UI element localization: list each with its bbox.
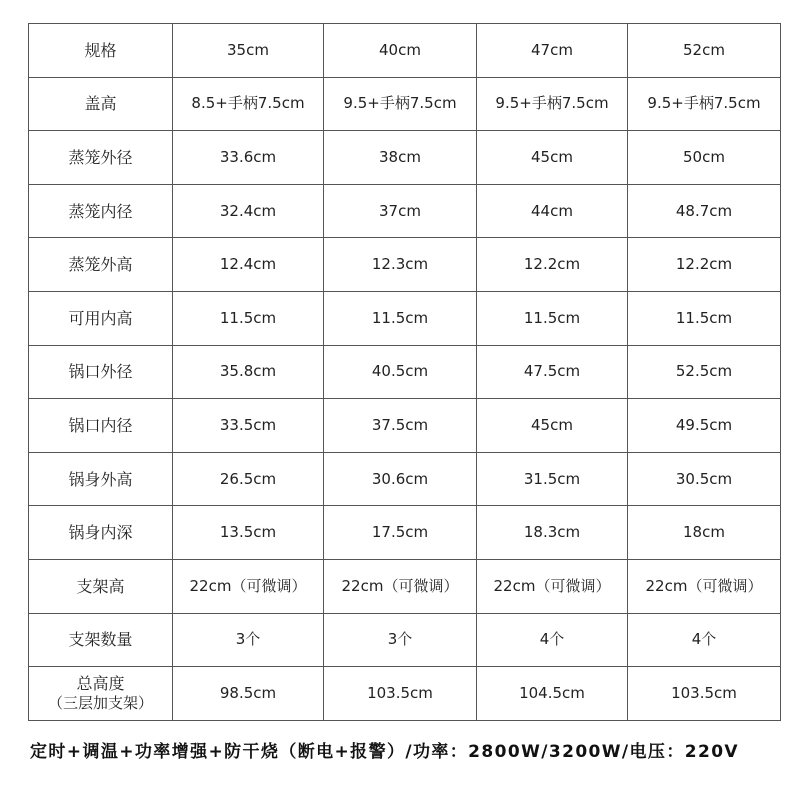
value-cell: 3个 — [324, 613, 477, 667]
row-label-cell: 蒸笼外高 — [29, 238, 173, 292]
value-cell: 30.6cm — [324, 452, 477, 506]
value-cell: 33.6cm — [173, 131, 324, 185]
value-cell: 12.2cm — [477, 238, 628, 292]
value-cell: 13.5cm — [173, 506, 324, 560]
value-cell: 45cm — [477, 399, 628, 453]
row-label-subtitle: （三层加支架） — [47, 693, 153, 712]
value-cell: 17.5cm — [324, 506, 477, 560]
value-cell: 103.5cm — [628, 667, 781, 721]
value-cell: 9.5+手柄7.5cm — [628, 77, 781, 131]
table-row — [29, 291, 781, 345]
row-label-cell: 支架高 — [29, 559, 173, 613]
value-cell: 31.5cm — [477, 452, 628, 506]
value-cell: 37cm — [324, 184, 477, 238]
value-cell: 4个 — [477, 613, 628, 667]
table-row — [29, 559, 781, 613]
value-cell: 9.5+手柄7.5cm — [324, 77, 477, 131]
value-cell: 18.3cm — [477, 506, 628, 560]
row-label-cell: 锅口内径 — [29, 399, 173, 453]
header-label-cell: 规格 — [29, 24, 173, 78]
table-row — [29, 184, 781, 238]
row-label-cell: 锅身内深 — [29, 506, 173, 560]
value-cell: 3个 — [173, 613, 324, 667]
value-cell: 40.5cm — [324, 345, 477, 399]
row-label-cell: 锅身外高 — [29, 452, 173, 506]
table-row — [29, 506, 781, 560]
table-row — [29, 238, 781, 292]
value-cell: 52.5cm — [628, 345, 781, 399]
row-label-cell: 可用内高 — [29, 291, 173, 345]
value-cell: 26.5cm — [173, 452, 324, 506]
value-cell: 48.7cm — [628, 184, 781, 238]
row-label-cell: 蒸笼外径 — [29, 131, 173, 185]
column-header: 47cm — [477, 24, 628, 78]
value-cell: 30.5cm — [628, 452, 781, 506]
value-cell: 22cm（可微调） — [477, 559, 628, 613]
value-cell: 37.5cm — [324, 399, 477, 453]
value-cell: 47.5cm — [477, 345, 628, 399]
value-cell: 12.2cm — [628, 238, 781, 292]
table-row — [29, 452, 781, 506]
value-cell: 22cm（可微调） — [628, 559, 781, 613]
value-cell: 49.5cm — [628, 399, 781, 453]
value-cell: 98.5cm — [173, 667, 324, 721]
value-cell: 18cm — [628, 506, 781, 560]
value-cell: 12.3cm — [324, 238, 477, 292]
row-label-cell — [29, 667, 173, 721]
value-cell: 9.5+手柄7.5cm — [477, 77, 628, 131]
value-cell: 104.5cm — [477, 667, 628, 721]
column-header: 52cm — [628, 24, 781, 78]
value-cell: 103.5cm — [324, 667, 477, 721]
row-label-cell: 支架数量 — [29, 613, 173, 667]
value-cell: 8.5+手柄7.5cm — [173, 77, 324, 131]
value-cell: 50cm — [628, 131, 781, 185]
spec-table — [28, 23, 781, 721]
column-header: 35cm — [173, 24, 324, 78]
table-row — [29, 131, 781, 185]
value-cell: 11.5cm — [477, 291, 628, 345]
table-row — [29, 345, 781, 399]
spec-table-body — [29, 24, 781, 721]
value-cell: 44cm — [477, 184, 628, 238]
table-row — [29, 667, 781, 721]
row-label: 总高度 — [76, 673, 125, 693]
value-cell: 11.5cm — [173, 291, 324, 345]
value-cell: 22cm（可微调） — [173, 559, 324, 613]
value-cell: 11.5cm — [324, 291, 477, 345]
value-cell: 22cm（可微调） — [324, 559, 477, 613]
table-row — [29, 77, 781, 131]
value-cell: 32.4cm — [173, 184, 324, 238]
value-cell: 33.5cm — [173, 399, 324, 453]
value-cell: 45cm — [477, 131, 628, 185]
value-cell: 38cm — [324, 131, 477, 185]
footer-note: 定时+调温+功率增强+防干烧（断电+报警）/功率：2800W/3200W/电压：220V — [30, 742, 739, 762]
row-label-cell: 盖高 — [29, 77, 173, 131]
value-cell: 12.4cm — [173, 238, 324, 292]
table-row — [29, 613, 781, 667]
header-row — [29, 24, 781, 78]
table-row — [29, 399, 781, 453]
value-cell: 4个 — [628, 613, 781, 667]
row-label-cell: 锅口外径 — [29, 345, 173, 399]
column-header: 40cm — [324, 24, 477, 78]
value-cell: 35.8cm — [173, 345, 324, 399]
value-cell: 11.5cm — [628, 291, 781, 345]
row-label-cell: 蒸笼内径 — [29, 184, 173, 238]
